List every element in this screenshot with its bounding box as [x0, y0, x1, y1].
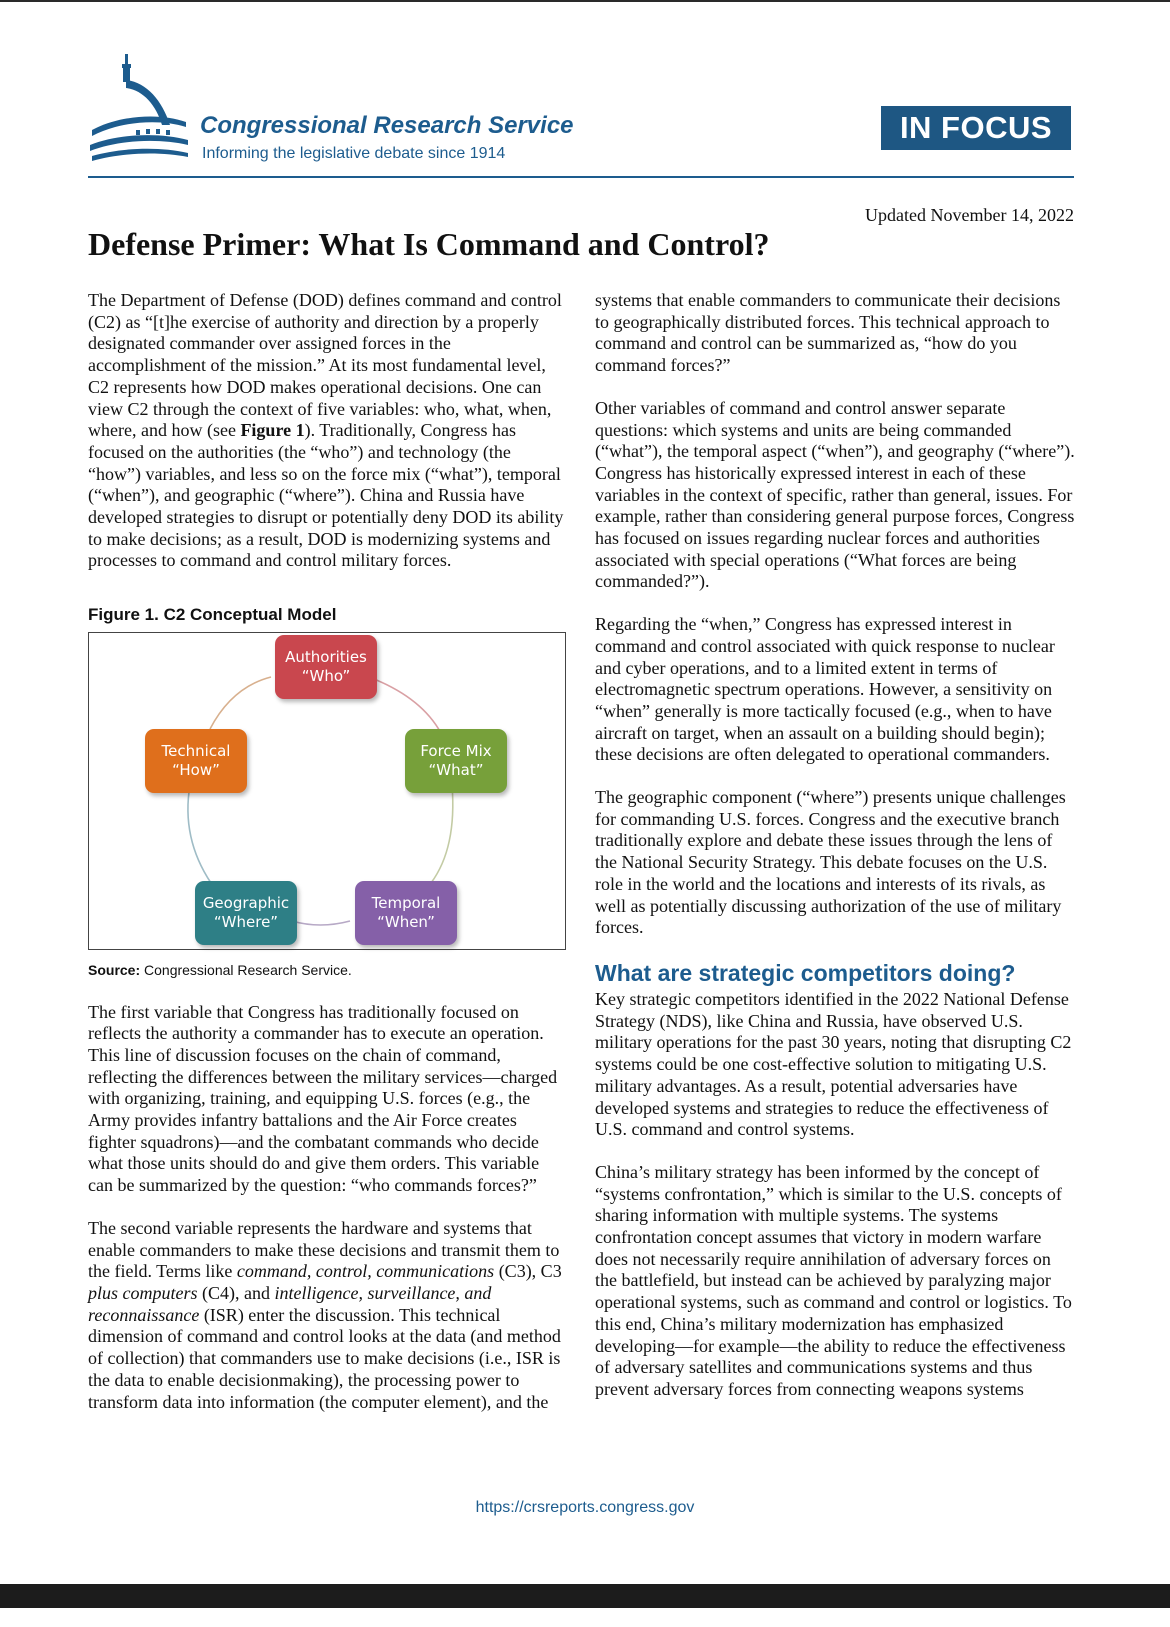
when-paragraph: Regarding the “when,” Congress has expressed interest in command and control associated with quick response to nuclear and cyber operations, and to a limited extent in terms of electromagnetic spectrum operations. However, a sensitivity on “when” generally is more tactically focused (e.g., when to have aircraft on target, when an assault on a building should begin); these decisions are often delegated to operational commanders. — [595, 614, 1055, 765]
footer-url-link[interactable]: https://crsreports.congress.gov — [475, 1499, 695, 1516]
org-name: Congressional Research Service — [200, 112, 574, 139]
in-focus-badge: IN FOCUS — [881, 106, 1071, 150]
figure-reference: Figure 1 — [240, 420, 305, 441]
other-variables-paragraph: Other variables of command and control answer separate questions: which systems and units are being commanded (“what”), the temporal aspect (“when”), and geography (“where”). Congress has historically expressed interest in each of these variables in the context of specific, rather than general, issues. For example, rather than considering general purpose forces, Congress has focused on issues regarding nuclear forces and authorities associated with special operations (“What forces are being commanded?”). — [595, 397, 1075, 592]
node-temporal: Temporal “When” — [355, 881, 457, 945]
left-column — [88, 290, 568, 1434]
who-paragraph: The first variable that Congress has traditionally focused on reflects the authority a commander has to execute an operation. This line of discussion focuses on the chain of command, reflecting the differences between the military services—charged with organizing, training, and equipping U.S. forces (e.g., the Army provides infantry battalions and the Air Force creates fighter squadrons)—and the combatant commands who decide what those units should do and give them orders. This variable can be summarized by the question: “who commands forces?” — [88, 1001, 558, 1196]
document-title: Defense Primer: What Is Command and Control? — [88, 226, 770, 262]
figure-title: Figure 1. C2 Conceptual Model — [88, 605, 337, 625]
top-border — [0, 0, 1170, 2]
continued-paragraph: systems that enable commanders to communicate their decisions to geographically distributed forces. This technical approach to command and control can be summarized as, “how do you command forces?” — [595, 290, 1061, 376]
china-paragraph: China’s military strategy has been informed by the concept of “systems confrontation,” which is similar to the U.S. concepts of sharing information with multiple systems. The systems confrontation concept assumes that victory in modern warfare does not necessarily require annihilation of adversary forces on the battlefield, but instead can be achieved by paralyzing major operational systems, such as command and control or logistics. To this end, China’s military modernization has emphasized developing—for example—the ability to reduce the effectiveness of adversary satellites and communications systems and thus prevent adversary forces from connecting weapons systems — [595, 1161, 1072, 1399]
org-tagline: Informing the legislative debate since 1914 — [202, 145, 506, 162]
competitors-paragraph: Key strategic competitors identified in the 2022 National Defense Strategy (NDS), like China and Russia, have observed U.S. military operations for the past 30 years, noting that disrupting C2 systems could be one cost-effective solution to mitigating U.S. military advantages. As a result, potential adversaries have developed systems and strategies to reduce the effectiveness of U.S. command and control systems. — [595, 988, 1072, 1140]
c2-conceptual-model-figure — [88, 632, 566, 950]
node-authorities: Authorities “Who” — [275, 635, 377, 699]
node-technical: Technical “How” — [145, 729, 247, 793]
section-heading: What are strategic competitors doing? — [595, 959, 1016, 986]
node-geographic: Geographic “Where” — [195, 881, 297, 945]
node-force-mix: Force Mix “What” — [405, 729, 507, 793]
figure-source: Source: Congressional Research Service. — [88, 961, 352, 978]
intro-paragraph: The Department of Defense (DOD) defines command and control (C2) as “[t]he exercise of authority and direction by a properly designated commander over assigned forces in the accomplishment of the mission.” At its most fundamental level, C2 represents how DOD makes operational decisions. One can view C2 through the context of five variables: who, what, when, where, and how (see Figure 1). Traditionally, Congress has focused on the authorities (the “who”) and technology (the “how”) variables, and less so on the force mix (“what”), temporal (“when”), and geographic (“where”). China and Russia have developed strategies to disrupt or potentially deny DOD its ability to make decisions; as a result, DOD is modernizing systems and processes to command and control military forces. — [88, 290, 564, 571]
capitol-dome-logo — [88, 50, 198, 165]
how-paragraph: The second variable represents the hardware and systems that enable commanders to make these decisions and transmit them to the field. Terms like command, control, communications (C3), C3 plus computers (C4), and intelligence, surveillance, and reconnaissance (ISR) enter the discussion. This technical dimension of command and control looks at the data (and method of collection) that commanders use to make decisions (i.e., ISR is the data to enable decisionmaking), the processing power to transform data into information (the computer element), and the — [88, 1217, 562, 1412]
right-column — [595, 290, 1075, 1422]
header-divider — [88, 176, 1074, 178]
updated-date: Updated November 14, 2022 — [865, 205, 1074, 225]
crs-header — [88, 50, 1074, 180]
bottom-bar — [0, 1584, 1170, 1608]
where-paragraph: The geographic component (“where”) presents unique challenges for commanding U.S. forces. Congress and the executive branch traditionally explore and debate these issues through the lens of the National Security Strategy. This debate focuses on the U.S. role in the world and the locations and interests of its rivals, as well as potentially discussing authorization of the use of military forces. — [595, 787, 1066, 938]
